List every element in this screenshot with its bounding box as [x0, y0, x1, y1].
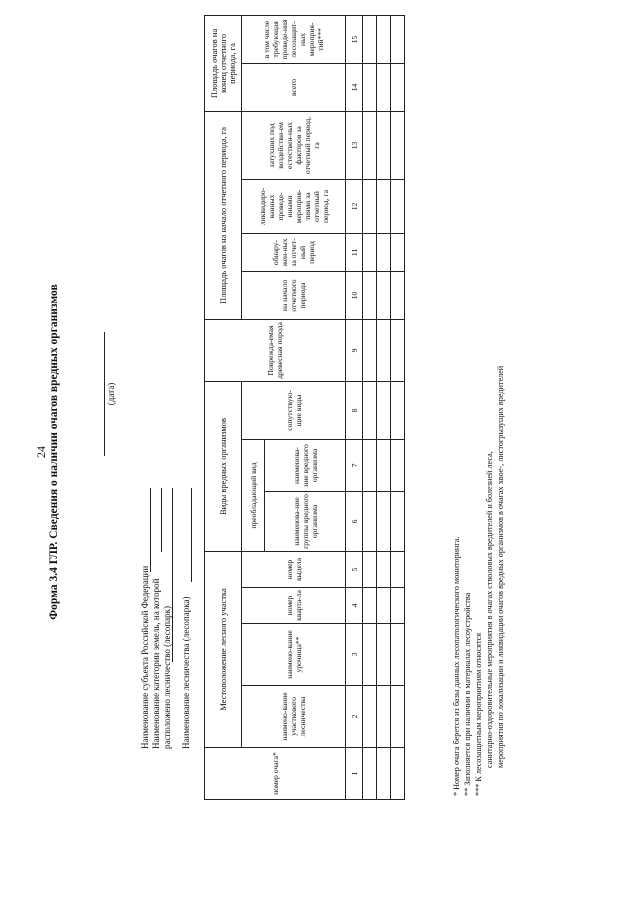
table-cell[interactable]: [377, 180, 391, 234]
footnote-1: * Номер очага берется из базы данных лесопатологического мониторинга.: [452, 536, 461, 796]
header-group-location: Местоположение лесного участка: [205, 552, 242, 748]
column-number: 7: [346, 440, 363, 492]
table-cell[interactable]: [363, 320, 377, 382]
page-number: 24: [34, 446, 48, 458]
column-number: 11: [346, 234, 363, 272]
table-row[interactable]: [363, 15, 377, 799]
column-number: 10: [346, 272, 363, 320]
table-cell[interactable]: [363, 440, 377, 492]
header-natural-decay: затухших под воздействи-ем естествен-ных факторов за отчетный период, га: [242, 111, 346, 179]
table-cell[interactable]: [377, 234, 391, 272]
header-start-total: на начало отчетного периода: [242, 272, 346, 320]
table-cell[interactable]: [391, 63, 405, 111]
column-number: 9: [346, 320, 363, 382]
table-cell[interactable]: [363, 272, 377, 320]
date-caption: (дата): [106, 382, 116, 406]
table-cell[interactable]: [391, 234, 405, 272]
table-cell[interactable]: [377, 552, 391, 588]
table-cell[interactable]: [363, 552, 377, 588]
table-cell[interactable]: [391, 624, 405, 686]
table-cell[interactable]: [377, 382, 391, 440]
table-cell[interactable]: [377, 320, 391, 382]
table-cell[interactable]: [363, 686, 377, 748]
footnote-2: ** Заполняется при наличии в материалах лесоустройства: [463, 592, 472, 796]
header-group-start-area: Площадь очагов на начало отчетного периода, га: [205, 111, 242, 319]
header-allotment: номер выдела: [242, 552, 346, 588]
table-cell[interactable]: [363, 382, 377, 440]
header-quarter: номер кварта-ла: [242, 588, 346, 624]
table-cell[interactable]: [391, 180, 405, 234]
table-cell[interactable]: [391, 382, 405, 440]
header-row-groups: [205, 15, 242, 799]
header-accompanying: сопутствую-щие виды: [242, 382, 346, 440]
table-cell[interactable]: [391, 272, 405, 320]
header-pest-name: наименова-ние вредного организма: [265, 440, 346, 492]
header-tract: наимено-вание урочища**: [242, 624, 346, 686]
date-line: [104, 332, 105, 456]
field-subject-label: Наименование субъекта Российской Федерации: [140, 565, 150, 749]
form-title: Форма 3.4 ГЛР. Сведения о наличии очагов вредных организмов: [48, 284, 60, 620]
column-number: 6: [346, 492, 363, 552]
column-number: 8: [346, 382, 363, 440]
table-cell[interactable]: [391, 588, 405, 624]
column-number: 1: [346, 748, 363, 800]
table-cell[interactable]: [391, 686, 405, 748]
table-cell[interactable]: [391, 440, 405, 492]
column-number: 2: [346, 686, 363, 748]
table-cell[interactable]: [363, 748, 377, 800]
header-end-requiring: в том числе требующая проведе-ния лесозащит-ных мероприя-тий***: [242, 15, 346, 63]
table-cell[interactable]: [377, 748, 391, 800]
column-number: 15: [346, 15, 363, 63]
table-cell[interactable]: [377, 440, 391, 492]
table-cell[interactable]: [377, 492, 391, 552]
table-cell[interactable]: [391, 15, 405, 63]
table-cell[interactable]: [391, 111, 405, 179]
table-row[interactable]: [391, 15, 405, 799]
header-group-species: Виды вредных организмов: [205, 382, 242, 552]
column-number: 5: [346, 552, 363, 588]
header-subgroup-dominant: преобладающий вид: [242, 440, 265, 552]
table-cell[interactable]: [363, 234, 377, 272]
table-cell[interactable]: [363, 492, 377, 552]
table-cell[interactable]: [377, 111, 391, 179]
table-cell[interactable]: [391, 492, 405, 552]
header-district-forestry: наимено-вание участкового лесничества: [242, 686, 346, 748]
table-cell[interactable]: [377, 63, 391, 111]
table-cell[interactable]: [377, 15, 391, 63]
table-cell[interactable]: [377, 272, 391, 320]
field-forestry-underline[interactable]: [191, 488, 192, 582]
header-group-end-area: Площадь очагов на конец отчетного периода, га: [205, 15, 242, 111]
table-cell[interactable]: [363, 624, 377, 686]
table-cell[interactable]: [363, 15, 377, 63]
column-number: 4: [346, 588, 363, 624]
pest-foci-table: [204, 15, 405, 800]
header-eliminated: ликвидиро-ванных проведе-нными мероприя-тиями за отчетный период, га: [242, 180, 346, 234]
table-cell[interactable]: [363, 111, 377, 179]
table-cell[interactable]: [391, 320, 405, 382]
column-number: 13: [346, 111, 363, 179]
table-cell[interactable]: [363, 63, 377, 111]
footnote-3-item-2: мероприятия по локализации и ликвидации очагов вредных организмов в очагах хвое-, листогрызущих вредителей: [496, 365, 505, 768]
field-forestry-label: Наименование лесничества (лесопарка): [181, 596, 191, 749]
column-number-row: [346, 15, 363, 799]
table-cell[interactable]: [377, 686, 391, 748]
table-row[interactable]: [377, 15, 391, 799]
rotated-form-sheet: [20, 12, 620, 892]
column-number: 14: [346, 63, 363, 111]
header-detected: обнару-жен-ных за отчет-ный период: [242, 234, 346, 272]
header-end-total: всего: [242, 63, 346, 111]
footnote-3: *** К лесозащитным мероприятиям относятся: [474, 632, 483, 796]
table-cell[interactable]: [391, 748, 405, 800]
table-cell[interactable]: [391, 552, 405, 588]
footnote-3-item-1: санитарно-оздоровительные мероприятия в очагах стволовых вредителей и болезней леса,: [485, 451, 494, 768]
table-cell[interactable]: [377, 588, 391, 624]
header-focus-number: номер очага*: [205, 748, 346, 800]
header-pest-group: наименова-ние группы вредного организма: [265, 492, 346, 552]
column-number: 12: [346, 180, 363, 234]
table-cell[interactable]: [377, 624, 391, 686]
field-land-category-underline[interactable]: [161, 488, 162, 552]
field-location-label: расположено лесничество (лесопарк): [162, 606, 172, 749]
field-location-underline[interactable]: [172, 488, 173, 662]
header-damaged-species: Поврежда-емая древесная порода: [205, 320, 346, 382]
footnotes: [451, 36, 506, 796]
header-row-sub: [242, 15, 265, 799]
column-number: 3: [346, 624, 363, 686]
table-cell[interactable]: [363, 588, 377, 624]
table-cell[interactable]: [363, 180, 377, 234]
field-land-category-label: Наименование категории земель, на которой: [151, 578, 161, 749]
field-subject-underline[interactable]: [150, 488, 151, 572]
